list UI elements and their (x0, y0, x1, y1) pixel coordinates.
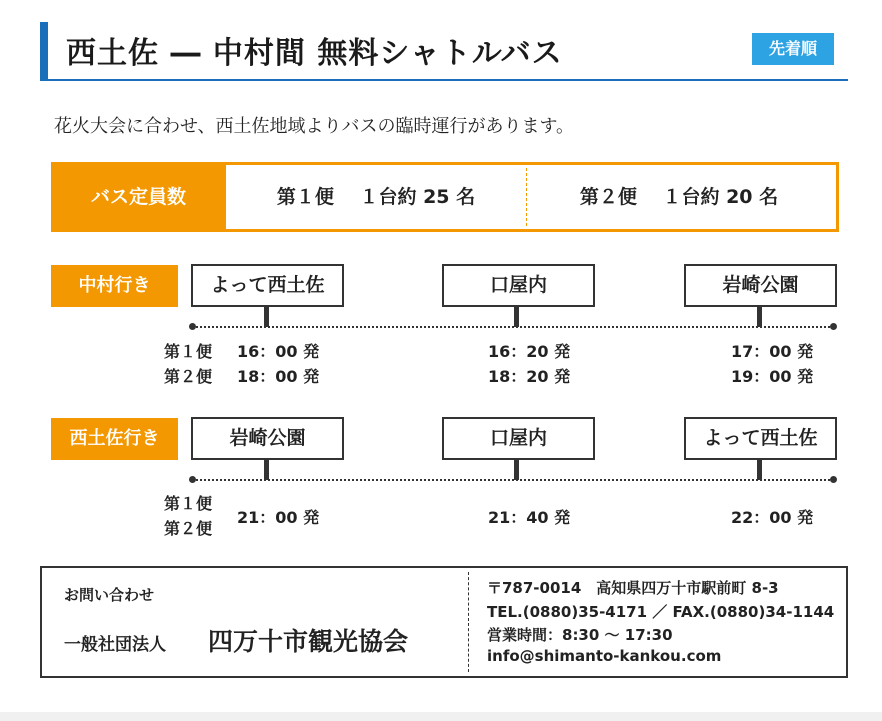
route1-stem-3 (757, 306, 762, 327)
organization-name: 四万十市観光協会 (208, 627, 409, 656)
route1-line (193, 326, 833, 328)
contact-divider (468, 572, 469, 672)
route-direction-nakamura: 中村行き (51, 265, 178, 307)
contact-hours: 営業時間：8:30 ～ 17:30 (487, 626, 673, 644)
route1-stop-3: 岩崎公園 (684, 264, 837, 307)
route2-time-stop1: 21：00 発 (237, 508, 320, 527)
title-accent-bar (40, 22, 48, 80)
contact-heading: お問い合わせ (64, 586, 155, 604)
route2-stop-1: 岩崎公園 (191, 417, 344, 460)
contact-phone-fax: TEL.(0880)35-4171 ／ FAX.(0880)34-1144 (487, 603, 835, 621)
route1-stop-2: 口屋内 (442, 264, 595, 307)
contact-email: info@shimanto-kankou.com (487, 647, 722, 665)
bottom-band (0, 712, 882, 721)
route2-trip-1-label: 第１便 (164, 494, 213, 513)
route1-trip-1-label: 第１便 (164, 342, 213, 361)
route2-stop-2: 口屋内 (442, 417, 595, 460)
contact-address: 〒787-0014 高知県四万十市駅前町 8-3 (487, 579, 779, 597)
route1-stem-1 (264, 306, 269, 327)
route1-trip-2-label: 第２便 (164, 367, 213, 386)
route1-time-stop3-trip1: 17：00 発 (731, 342, 814, 361)
route2-stem-2 (514, 459, 519, 480)
route1-stop-1: よって西土佐 (191, 264, 344, 307)
route-direction-nishitosa: 西土佐行き (51, 418, 178, 460)
capacity-label: バス定員数 (51, 162, 226, 232)
route2-trip-2-label: 第２便 (164, 519, 213, 538)
intro-text: 花火大会に合わせ、西土佐地域よりバスの臨時運行があります。 (54, 116, 575, 137)
route1-time-stop2-trip1: 16：20 発 (488, 342, 571, 361)
title-underline (40, 79, 848, 81)
first-come-badge: 先着順 (752, 33, 834, 65)
route2-stop-3: よって西土佐 (684, 417, 837, 460)
route1-time-stop2-trip2: 18：20 発 (488, 367, 571, 386)
route1-time-stop1-trip2: 18：00 発 (237, 367, 320, 386)
capacity-trip-2: 第２便 １台約 20 名 (579, 186, 779, 208)
organization-type: 一般社団法人 (64, 635, 166, 655)
capacity-trip-1: 第１便 １台約 25 名 (276, 186, 476, 208)
route2-stem-1 (264, 459, 269, 480)
route2-stem-3 (757, 459, 762, 480)
route1-end-dot (830, 323, 837, 330)
route2-time-stop2: 21：40 発 (488, 508, 571, 527)
route1-time-stop3-trip2: 19：00 発 (731, 367, 814, 386)
route1-stem-2 (514, 306, 519, 327)
route2-start-dot (189, 476, 196, 483)
route1-start-dot (189, 323, 196, 330)
route2-time-stop3: 22：00 発 (731, 508, 814, 527)
route2-end-dot (830, 476, 837, 483)
page-title: 西土佐 ― 中村間 無料シャトルバス (66, 36, 563, 71)
route2-line (193, 479, 833, 481)
route1-time-stop1-trip1: 16：00 発 (237, 342, 320, 361)
